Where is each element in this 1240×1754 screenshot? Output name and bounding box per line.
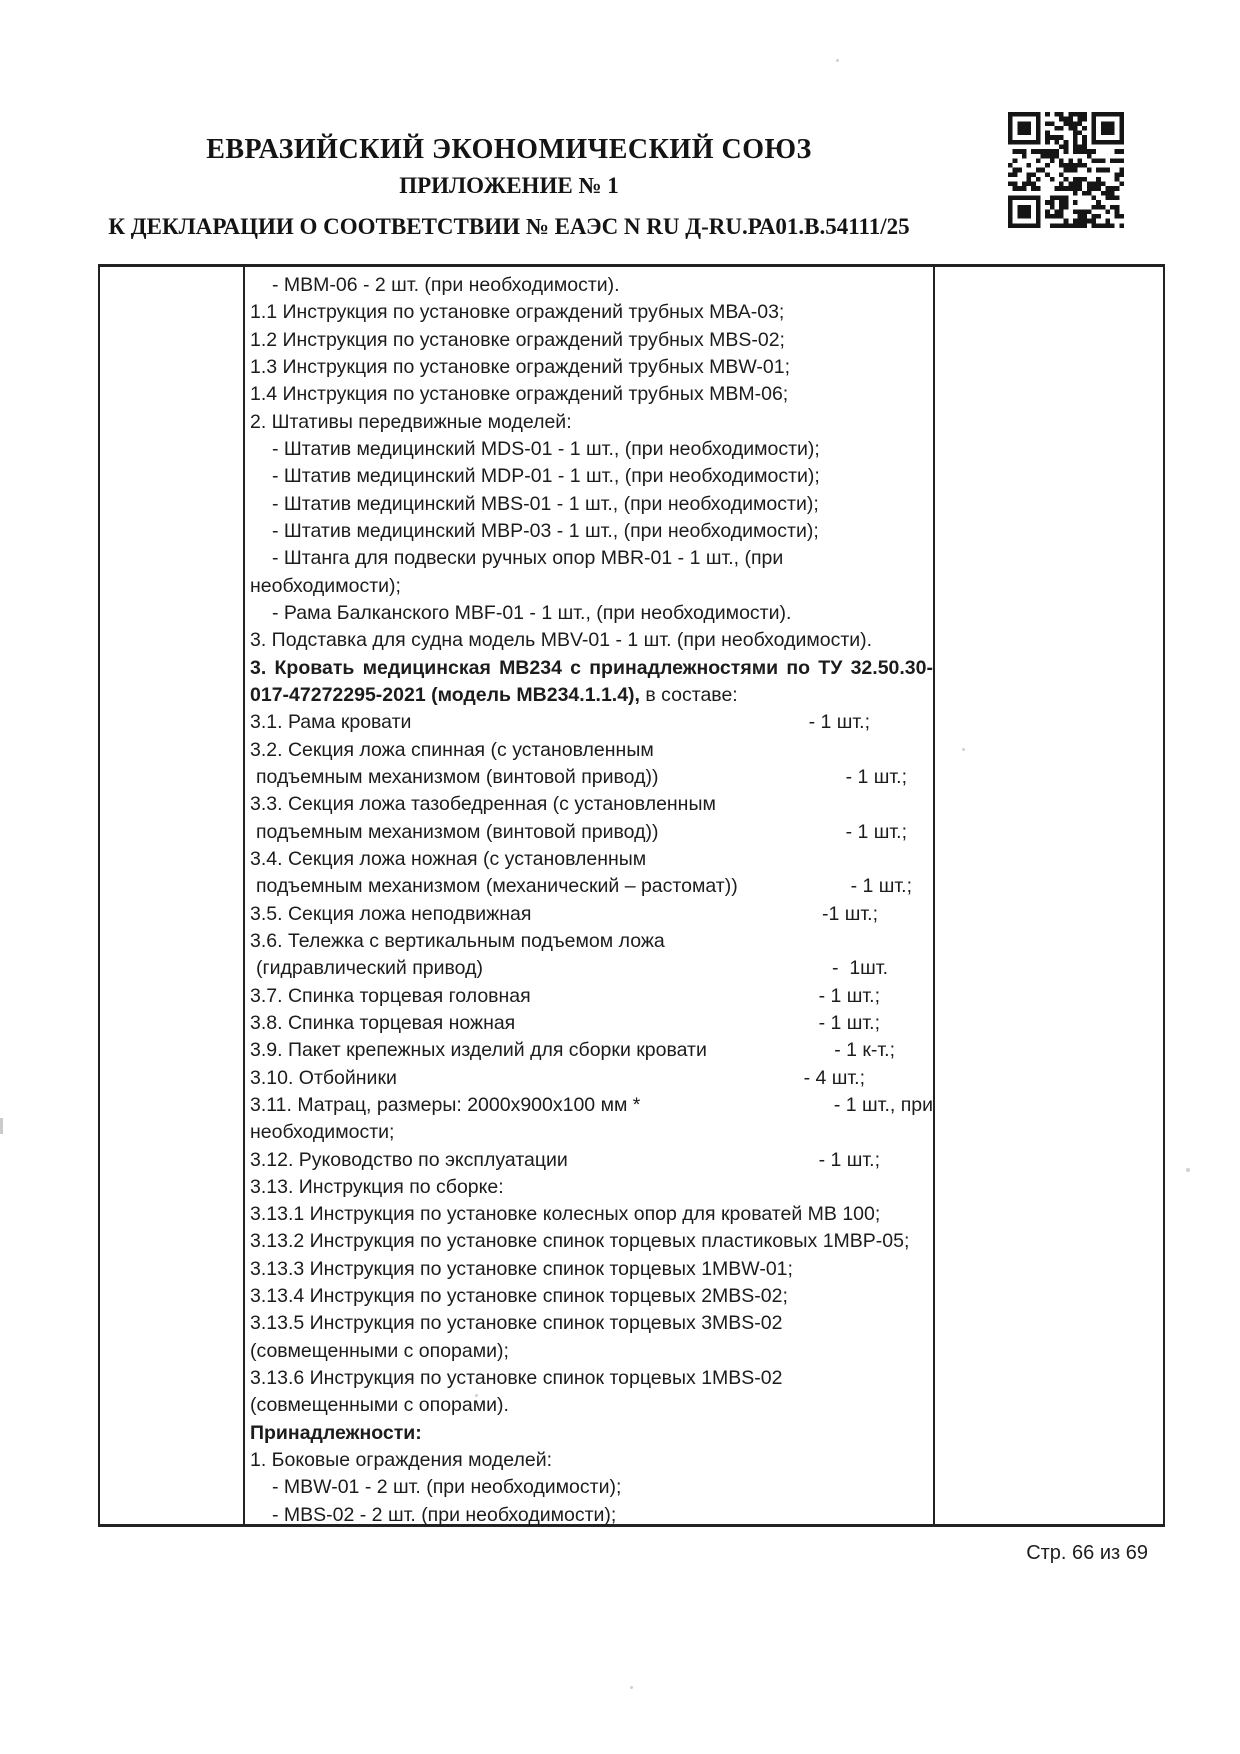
table-line <box>250 1065 933 1092</box>
line-text: - MBW-01 - 2 шт. (при необходимости); <box>272 1476 622 1499</box>
line-text: необходимости; <box>250 1121 395 1144</box>
line-text: 3.13.3 Инструкция по установке спинок торцевых 1MBW-01; <box>250 1257 793 1280</box>
quantity-value: - 1 шт.; <box>845 820 907 843</box>
table-line <box>250 1365 933 1392</box>
table-line <box>250 299 933 326</box>
table-line <box>250 1447 933 1474</box>
table-line <box>250 737 933 764</box>
table-line <box>250 1228 933 1255</box>
line-text: 017-47272295-2021 (модель МВ234.1.1.4), <box>250 683 640 706</box>
quantity-value: - 1 шт., при <box>833 1093 933 1116</box>
line-text: 3.4. Секция ложа ножная (с установленным <box>250 847 647 870</box>
table-line <box>250 791 933 818</box>
table-line <box>250 381 933 408</box>
line-text: 3.5. Секция ложа неподвижная <box>250 902 532 925</box>
line-text: 1.3 Инструкция по установке ограждений трубных MBW-01; <box>250 355 791 378</box>
line-text: 3.2. Секция ложа спинная (с установленным <box>250 738 654 761</box>
line-text: 3.1. Рама кровати <box>250 711 412 734</box>
quantity-value: -1 шт.; <box>821 902 878 925</box>
line-text: 3.8. Спинка торцевая ножная <box>250 1011 516 1034</box>
scan-speckle <box>962 748 965 751</box>
quantity-value: - 1 шт.; <box>818 1011 880 1034</box>
line-text: 3.13. Инструкция по сборке: <box>250 1175 504 1198</box>
line-text: подъемным механизмом (винтовой привод)) <box>256 820 659 843</box>
table-line <box>250 1201 933 1228</box>
table-line <box>250 463 933 490</box>
table-line <box>250 819 933 846</box>
line-text: - Штатив медицинский MDP-01 - 1 шт., (при необходимости); <box>272 465 820 488</box>
document-header <box>85 0 933 240</box>
line-text: - Штатив медицинский MDS-01 - 1 шт., (при необходимости); <box>272 437 820 460</box>
table-line <box>250 928 933 955</box>
line-text: необходимости); <box>250 574 401 597</box>
line-text: 3.7. Спинка торцевая головная <box>250 984 531 1007</box>
line-text: 1.2 Инструкция по установке ограждений трубных MBS-02; <box>250 328 785 351</box>
table-column-right <box>935 267 1163 1524</box>
table-column-left <box>100 267 245 1524</box>
line-text: 3.12. Руководство по эксплуатации <box>250 1148 568 1171</box>
table-line <box>250 354 933 381</box>
quantity-value: - 1 шт.; <box>850 875 912 898</box>
table-line <box>250 955 933 982</box>
line-text: 3.13.5 Инструкция по установке спинок торцевых 3MBS-02 <box>250 1312 783 1335</box>
table-line <box>250 600 933 627</box>
scan-speckle <box>836 59 839 62</box>
line-text: 3. Кровать медицинская МВ234 с принадлежностями по ТУ 32.50.30- <box>250 656 933 679</box>
quantity-value: - 1 шт.; <box>845 765 907 788</box>
table-line <box>250 682 933 709</box>
line-text: - МВМ-06 - 2 шт. (при необходимости). <box>272 274 620 296</box>
header-annex-title: ПРИЛОЖЕНИЕ № 1 <box>399 173 619 198</box>
line-text: подъемным механизмом (механический – растомат)) <box>256 875 738 898</box>
table-line <box>250 518 933 545</box>
line-text: 3.6. Тележка с вертикальным подъемом ложа <box>250 929 665 952</box>
table-line <box>250 272 933 299</box>
line-text: подъемным механизмом (винтовой привод)) <box>256 765 659 788</box>
line-text: 3.13.2 Инструкция по установке спинок торцевых пластиковых 1МВР-05; <box>250 1230 910 1253</box>
table-line <box>250 1092 933 1119</box>
line-text: - Штатив медицинский MBS-01 - 1 шт., (при необходимости); <box>272 492 819 515</box>
table-line <box>250 1474 933 1501</box>
line-text: Принадлежности: <box>250 1421 422 1444</box>
line-text: 3.10. Отбойники <box>250 1066 397 1089</box>
line-text: 3. Подставка для судна модель MBV-01 - 1 шт. (при необходимости). <box>250 629 873 652</box>
table-line <box>250 1256 933 1283</box>
header-union-title: ЕВРАЗИЙСКИЙ ЭКОНОМИЧЕСКИЙ СОЮЗ <box>206 134 812 165</box>
line-text: 3.3. Секция ложа тазобедренная (с установленным <box>250 793 716 816</box>
table-line <box>250 1147 933 1174</box>
scan-speckle <box>475 1394 478 1397</box>
table-line <box>250 436 933 463</box>
table-line <box>250 1037 933 1064</box>
table-line <box>250 983 933 1010</box>
line-text: 3.13.4 Инструкция по установке спинок торцевых 2MBS-02; <box>250 1285 788 1308</box>
table-line <box>250 873 933 900</box>
quantity-value: - 1 к-т.; <box>834 1039 895 1062</box>
quantity-value: - 1 шт.; <box>818 1148 880 1171</box>
scan-speckle <box>630 1686 633 1689</box>
table-line <box>250 627 933 654</box>
line-text: 3.9. Пакет крепежных изделий для сборки кровати <box>250 1039 707 1062</box>
table-line <box>250 1174 933 1201</box>
quantity-value: - 4 шт.; <box>803 1066 865 1089</box>
table-line <box>250 1310 933 1337</box>
table-line <box>250 655 933 682</box>
table-line <box>250 764 933 791</box>
line-text: (совмещенными с опорами); <box>250 1339 509 1362</box>
table-line <box>250 1420 933 1447</box>
table-line <box>250 901 933 928</box>
qr-code <box>1008 112 1124 228</box>
table-line <box>250 545 933 572</box>
line-text: - MBS-02 - 2 шт. (при необходимости); <box>272 1503 617 1526</box>
line-text: 3.13.6 Инструкция по установке спинок торцевых 1MBS-02 <box>250 1367 783 1390</box>
line-text: - Штатив медицинский МВР-03 - 1 шт., (при необходимости); <box>272 519 819 542</box>
quantity-value: - 1 шт.; <box>808 711 870 734</box>
table-column-main <box>245 267 935 1524</box>
table-line <box>250 1392 933 1419</box>
line-text: 1. Боковые ограждения моделей: <box>250 1449 553 1472</box>
line-text: 1.4 Инструкция по установке ограждений трубных МВМ-06; <box>250 383 789 406</box>
table-line <box>250 709 933 736</box>
table-line <box>250 1119 933 1146</box>
line-text: 1.1 Инструкция по установке ограждений трубных МВА-03; <box>250 301 785 324</box>
table-line <box>250 327 933 354</box>
quantity-value: - 1шт. <box>831 957 888 980</box>
line-text: 3.11. Матрац, размеры: 2000х900х100 мм * <box>250 1093 641 1116</box>
content-table <box>98 264 1165 1527</box>
table-line <box>250 1010 933 1037</box>
table-line <box>250 573 933 600</box>
page-number: Стр. 66 из 69 <box>1026 1542 1148 1564</box>
scan-edge-mark <box>0 1118 3 1134</box>
line-text: - Рама Балканского MBF-01 - 1 шт., (при необходимости). <box>272 601 792 624</box>
line-text: (гидравлический привод) <box>256 957 483 980</box>
line-text: (совмещенными с опорами). <box>250 1394 509 1417</box>
table-line <box>250 1338 933 1365</box>
table-line <box>250 1283 933 1310</box>
table-line <box>250 491 933 518</box>
header-declaration-number: К ДЕКЛАРАЦИИ О СООТВЕТСТВИИ № ЕАЭС N RU Д-RU.РА01.В.54111/25 <box>108 214 910 239</box>
line-text: - Штанга для подвески ручных опор MBR-01 - 1 шт., (при <box>272 547 784 570</box>
table-line <box>250 1502 933 1529</box>
table-line <box>250 409 933 436</box>
scan-speckle <box>1186 1168 1190 1172</box>
line-text: 3.13.1 Инструкция по установке колесных опор для кроватей МВ 100; <box>250 1203 881 1226</box>
table-line <box>250 846 933 873</box>
line-text-normal: в составе: <box>639 683 738 706</box>
quantity-value: - 1 шт.; <box>818 984 880 1007</box>
line-text: 2. Штативы передвижные моделей: <box>250 410 572 433</box>
